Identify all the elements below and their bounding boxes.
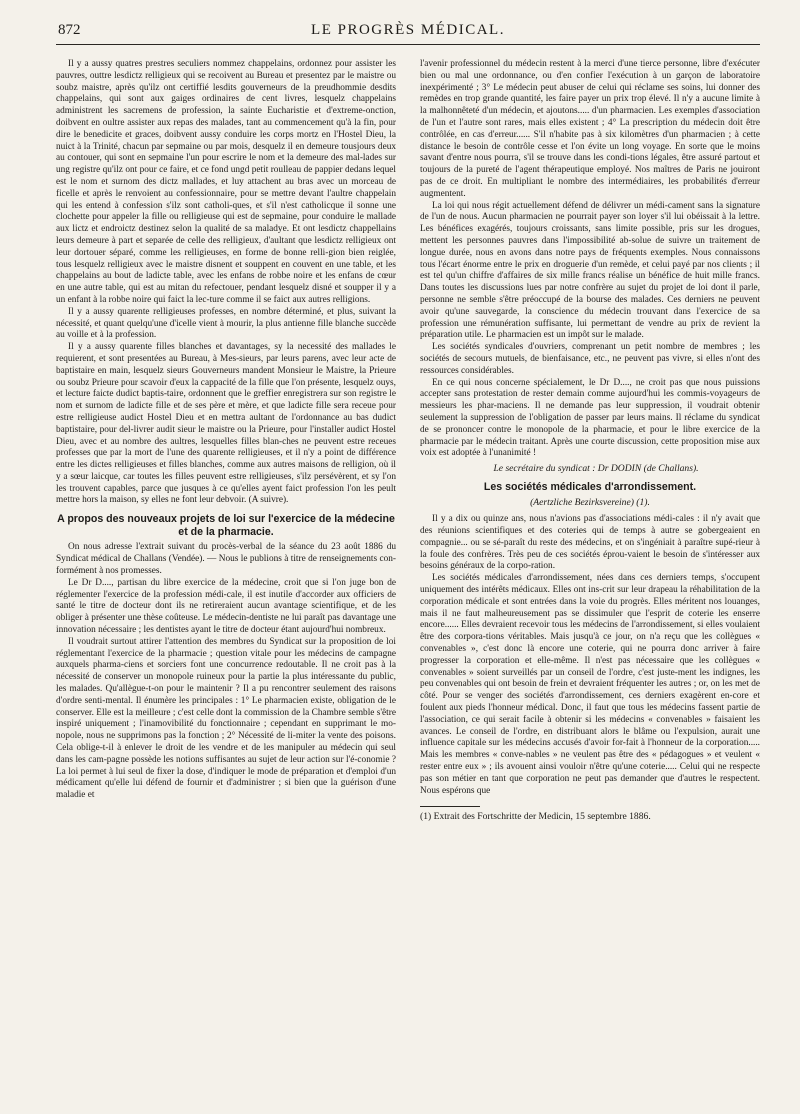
paragraph: Il y a aussy quarente relligieuses professes, en nombre déterminé, et plus, suivant la nécessité, et quant quelqu'une d'icelle vient à mourir, la plus antienne fille blanche succède au voille et à la profession. (56, 306, 396, 341)
paragraph: Il y a aussy quarente filles blanches et davantages, sy la necessité des mallades le requierent, et sont presentées au Bureau, à Mes-sieurs, par leurs parens, avec leur acte de baptistaire en main, lesquelz sieurs Gouverneurs mandent Monsieur le Maistre, la Prieure ou soubz Prieure pour scavoir d'eux la cappacité de la fille que l'on présente, lesquelz ouys, et lecture faicte dudict baptis-taire, ordonnent que le greffier enregistrera sur son registre le nom et surnom de ladicte fille et de ses père et mère, et que ladicte fille sera receue pour estre relligieuse audict Hostel Dieu et en mettra aultant de l'ordonnance au bas dudict baptistaire, pour del-livrer audit sieur le maistre ou la Prieure, pour l'installer audict Hostel Dieu, avec et au nombre des aultres, lesquelles filles blan-ches ne peuvent estre receues professes que par la mort de l'une des quarente relligieuses, et il n'y a point de différence entre les dictes relligieuses et filles blanches, comme aux autres maisons de relligion, où il y a sœur laicque, car toutes les filles peuvent estre relligieuses, s'ilz persévèrent, et sy l'on les trouvent capables, parce que jusques à ce qu'elles ayent faict profession l'on les peult mettre hors la maison, sy elles ne font leur debvoir. (A suivre). (56, 342, 396, 506)
paragraph: En ce qui nous concerne spécialement, le Dr D...., ne croit pas que nous puissions accepter sans protestation de rester demain comme aujourd'hui les commis-voyageurs de messieurs les phar-maciens. Il ne demande pas leur suppression, il voudrait obtenir seulement la suppression de l'obligation de passer par leurs mains. Il réclame du syndicat de se prononcer contre le monopole de la pharmacie, et pour le libre exercice de la pharmacie par le médecin traitant. Après une courte discussion, cette proposition mise aux voix est adoptée à l'unanimité ! (420, 377, 760, 459)
paragraph: Il y a dix ou quinze ans, nous n'avions pas d'associations médi-cales : il n'y avait que des réunions scientifiques et des coteries qui de temps à autre se gobergeaient en compagnie... ou se sé-paraît du reste des médecins, et on s'ingéniait à paraître supé-rieur à la foule des confrères. Très peu de ces sociétés éprou-vaient le besoin de s'intéresser aux besoins généraux de la corpo-ration. (420, 514, 760, 572)
section-title-medical-societies: Les sociétés médicales d'arrondissement. (483, 480, 697, 493)
paragraph: Le Dr D...., partisan du libre exercice de la médecine, croit que si l'on juge bon de réglementer l'exercice de la profession médi-cale, il est inutile d'accorder aux officiers de santé le titre de docteur dont ils ne retireraient aucun avantage scientifique, et de les obliger à présenter une thèse coûteuse. Le médecin-dentiste ne lui paraît pas davantage une innovation nécessaire ; les dentistes ayant le titre de docteur étant aujourd'hui nombreux. (56, 577, 396, 636)
signature: Le secrétaire du syndicat : Dr DODIN (de Challans). (493, 463, 699, 475)
paragraph: l'avenir professionnel du médecin restent à la merci d'une tierce personne, libre d'exécuter bien ou mal une ordonnance, ou d'en confier l'exécution à un garçon de laboratoire inexpérimenté ; 3° Le médecin peut abuser de celui qui réclame ses soins, lui donner des remèdes en trop grande quantité, les faire payer un prix trop élevé. Il n'y a aucune limite à la malhonnêteté d'un médecin, et ajoutons..... d'un pharmacien. Les exemples d'association de l'un et l'autre sont rares, mais elles existent ; 4° La prescription du médecin doit être contrôlée, en cas d'erreur...... S'il n'habite pas à six kilomètres d'un pharmacien ; à cette distance le besoin de contrôle cesse et l'on évite un long voyage. En sorte que le moins savant d'entre nous pourra, s'il se trouve dans les condi-tions légales, être assuré partout et toujours de la pureté de l'agent thérapeutique employé. Nos maîtres de Paris ne jouiront pas de ce droit. En multipliant le nombre des intermédiaires, les probabilités d'erreur augmentent. (420, 59, 760, 199)
paragraph: Il voudrait surtout attirer l'attention des membres du Syndicat sur la proposition de loi réglementant l'exercice de la pharmacie ; question vitale pour les médecins de campagne auxquels pharma-ciens et sorciers font une concurrence redoutable. Il ne croit pas à la nécessité de conserver un monopole ruineux pour la partie la plus intéressante du public, les malades. Qu'allègue-t-on pour le maintenir ? Il a pu rencontrer seulement des raisons d'ordre senti-mental. Il énumère les principales : 1° Le pharmacien existe, obligation de le conserver. Elle est la meilleure ; c'est celle dont la commission de la Chambre semble s'être inspiré uniquement ; l'inamovibilité du fonctionnaire ; cependant en supprimant le mo-nopole, nous ne supprimons pas la fonction ; 2° Nécessité de li-miter la vente des poisons. Cela oblige-t-il à enlever le droit de les vendre et de les manipuler au médecin qui seul dans les cam-pagne possède les notions suffisantes au sujet de leur action sur l'é-conomie ? La loi permet à lui seul de fixer la dose, d'indiquer le mode de préparation et d'emploi d'un médicament qu'elle lui défend de fournir et d'administrer ; si bien que la guérison d'une maladie et (56, 636, 396, 801)
paragraph: Les sociétés syndicales d'ouvriers, comprenant un petit nombre de membres ; les sociétés de secours mutuels, de bienfaisance, etc., ne peuvent pas vivre, si elles n'ont des ressources considérables. (420, 342, 760, 376)
section-subtitle: (Aertzliche Bezirksvereine) (1). (530, 497, 650, 509)
paragraph: Il y a aussy quatres prestres seculiers nommez chappelains, ordonnez pour assister les pauvres, outtre lesdictz relligieux qui se recoivent au Bureau et presentez par le maistre ou soubz maistre, après qu'ilz ont certiffié lesdits gouverneurs de la preudhommie desdits chappelains, qui sont aux gaiges ordinaires de cent livres, lesquelz chappelains administrent les sacremens de profession, la sainte Eucharistie et d'extreme-onction, doibvent en oultre assister aux repas des malades, tant au commencement qu'à la fin, pour dire le benedicite et graces, doibvent aussy conduire les corps mortz en l'Hostel Dieu, la nuict à la Trinité, chacun par sepmaine ou par mois, desquelz il en demeure tousjours deux au contouer, qui sont en sepmaine l'un pour escrire le nom et la demeure des mal-lades sur ung registre qu'ilz ont pour ce faire, et ce fond ungd petit roulleau de pappier dedans lequel est le nom et surnom des dictz mallades, et luy attachent au bras avec un morceau de ficelle et après le renvoient au confessionnaire, pour se mettre devant l'aultre chappelain qui les entend à confession s'ilz sont catholi-ques, et s'il n'est catholicque il sonne une clochette pour appeler la fille ou relligieuse qui est de sepmaine, pour conduire le mallade aux lictz et endroictz destinez selon la qualité de sa maladye. Et ont lesdictz chappellains leurs demeure à part et separée de celle des relligieux, d'aultant que lesdictz relligieux ont leur dortouer séparé, comme les relligieuses, en forme de bonne relli-gion bien reiglée, tous lesquelz relligieux avec le maistre disnent et souppent en couvent en une table, et les chappelains au bout de ladicte table, avec les enfans de robbe noire et les enfans de cœur en une autre table, qui est au mitan du refectouer, pendant lesquelz disné et soupper il y a un enfant à la robbe noire qui faict la lec-ture comme il se faict aux autres relligions. (56, 59, 396, 305)
article-columns (56, 59, 760, 823)
right-column (420, 59, 760, 823)
paragraph: Les sociétés médicales d'arrondissement, nées dans ces derniers temps, s'occupent uniquement des intérêts médicaux. Elles ont ins-crit sur leur drapeau la réhabilitation de la corporation médicale et sont entrées dans la voie du progrès. Elles méritent nos louanges, mais il ne faut malheureusement pas se dissimuler que l'esprit de coterie les enserre encore...... Elles devraient recevoir tous les médecins de l'arrondissement, si elles voulaient être des corpora-tions véritables. Mais jusqu'à ce jour, on n'a reçu que les collègues « convenables », c'est donc là encore une coterie, qui ne pourra donc arriver à faire progresser la corporation et elle-même. Il n'est pas nécessaire que les collègues « convenables » soient surveillés par un conseil de l'ordre, c'est juste-ment les indignes, les peu convenables qui ont besoin de frein et devraient fréquenter les autres ; or, on les met de côté. Pour se venger des sociétés d'arrondissement, ces derniers exagèrent en-core et foulent aux pieds l'honneur médical. Donc, il faut que tous les médecins fassent partie de l'association, ce qui serait facile à obtenir si les médecins « convenables » faisaient les avances. Le conseil de l'ordre, en distribuant alors le blâme ou l'expulsion, aurait une influence capitale sur les médecins accusés d'avoir for-fait à l'honneur de la corporation..... Mais les membres « conve-nables » ne veulent pas être des « pédagogues » et veulent « rester entre eux » ; ils avouent ainsi vouloir n'être qu'une coterie..... Celui qui ne respecte pas son métier en tant que corporation ne peut pas demander que d'autres le respectent. Nous espérons que (420, 573, 760, 796)
left-column (56, 59, 396, 823)
running-head (56, 22, 760, 45)
section-title-pharmacy-law: A propos des nouveaux projets de loi sur l'exercice de la médecine et de la pharmacie. (57, 513, 395, 538)
intro-paragraph: On nous adresse l'extrait suivant du procès-verbal de la séance du 23 août 1886 du Syndicat médical de Challans (Vendée). — Nous le publions à titre de renseignements con-formément à nos promesses. (56, 542, 396, 577)
footnote: (1) Extrait des Fortschritte der Medicin, 15 septembre 1886. (420, 811, 651, 823)
journal-title: LE PROGRÈS MÉDICAL. (311, 22, 505, 38)
footnote-rule (420, 806, 480, 807)
paragraph: La loi qui nous régit actuellement défend de délivrer un médi-cament sans la signature de l'un de nous. Aucun pharmacien ne pourrait payer son loyer s'il lui obéissait à la lettre. Les bénéfices exagérés, toujours croissants, sans limite possible, pris sur les drogues, mettent les personnes pauvres dans l'impossibilité ab-solue de suivre un traitement de longue durée, nous en avons dans notre pays de fréquents exemples. Nous connaissons tous l'écart énorme entre le prix en droguerie d'un remède, et celui payé par nos clients ; il est tel qu'un chiffre d'affaires de six mille francs réalise un bénéfice de huit mille francs. Dans toutes les discussions lues par notre confrère au sujet du projet de loi dont il parle, personne ne semble s'être préoccupé de la bourse des malades. Ces derniers ne peuvent avoir qu'une sauvegarde, la conscience du médecin trouvant dans l'exercice de sa profession une rémunération suffisante, lui permettant de vendre au prix de revient la préparation utile. Le pharmacien est un impôt sur le malade. (420, 200, 760, 341)
page-number: 872 (58, 22, 81, 38)
